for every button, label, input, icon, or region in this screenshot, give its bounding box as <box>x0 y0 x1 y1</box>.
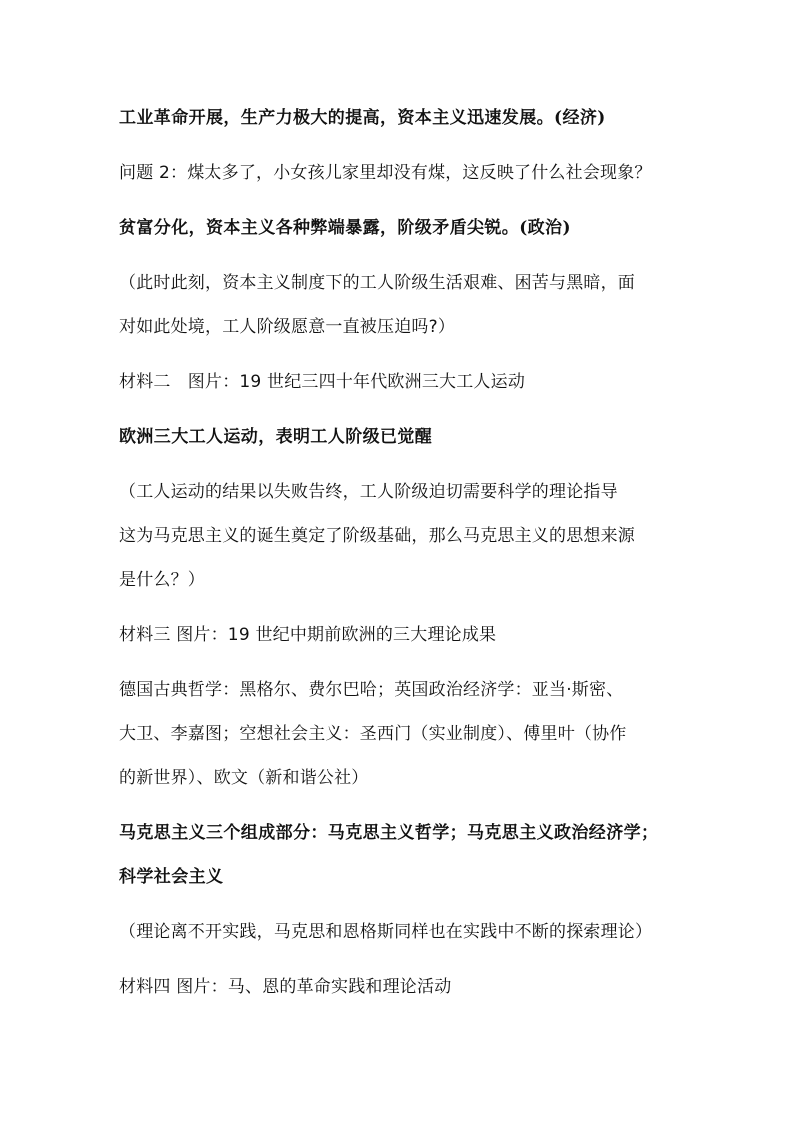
theory-sources-line-1: 德国古典哲学：黑格尔、费尔巴哈；英国政治经济学：亚当·斯密、 <box>119 680 624 700</box>
question-2: 问题 2：煤太多了，小女孩儿家里却没有煤，这反映了什么社会现象？ <box>119 163 652 183</box>
material-4-heading: 材料四 图片：马、恩的革命实践和理论活动 <box>119 977 452 997</box>
note-line-1: （此时此刻，资本主义制度下的工人阶级生活艰难、困苦与黑暗，面 <box>119 273 635 293</box>
note-line-3: （工人运动的结果以失败告终，工人阶级迫切需要科学的理论指导 <box>119 482 618 502</box>
theory-sources-line-3: 的新世界）、欧文（新和谐公社） <box>119 768 369 788</box>
note-line-2: 对如此处境，工人阶级愿意一直被压迫吗?） <box>119 317 456 337</box>
answer-economy: 工业革命开展，生产力极大的提高，资本主义迅速发展。(经济) <box>119 108 606 128</box>
answer-politics: 贫富分化，资本主义各种弊端暴露，阶级矛盾尖锐。(政治) <box>119 218 571 238</box>
marxism-components-line-1: 马克思主义三个组成部分：马克思主义哲学；马克思主义政治经济学； <box>119 823 659 843</box>
theory-sources-line-2: 大卫、李嘉图；空想社会主义：圣西门（实业制度）、傅里叶（协作 <box>119 724 627 744</box>
note-line-5: 是什么？） <box>119 570 205 590</box>
marxism-components-line-2: 科学社会主义 <box>119 867 224 887</box>
answer-workers-awakening: 欧洲三大工人运动，表明工人阶级已觉醒 <box>119 427 433 447</box>
material-2-heading: 材料二 图片：19 世纪三四十年代欧洲三大工人运动 <box>119 372 526 392</box>
material-3-heading: 材料三 图片：19 世纪中期前欧洲的三大理论成果 <box>119 625 497 645</box>
note-line-6: （理论离不开实践，马克思和恩格斯同样也在实践中不断的探索理论） <box>119 922 653 942</box>
note-line-4: 这为马克思主义的诞生奠定了阶级基础，那么马克思主义的思想来源 <box>119 526 635 546</box>
